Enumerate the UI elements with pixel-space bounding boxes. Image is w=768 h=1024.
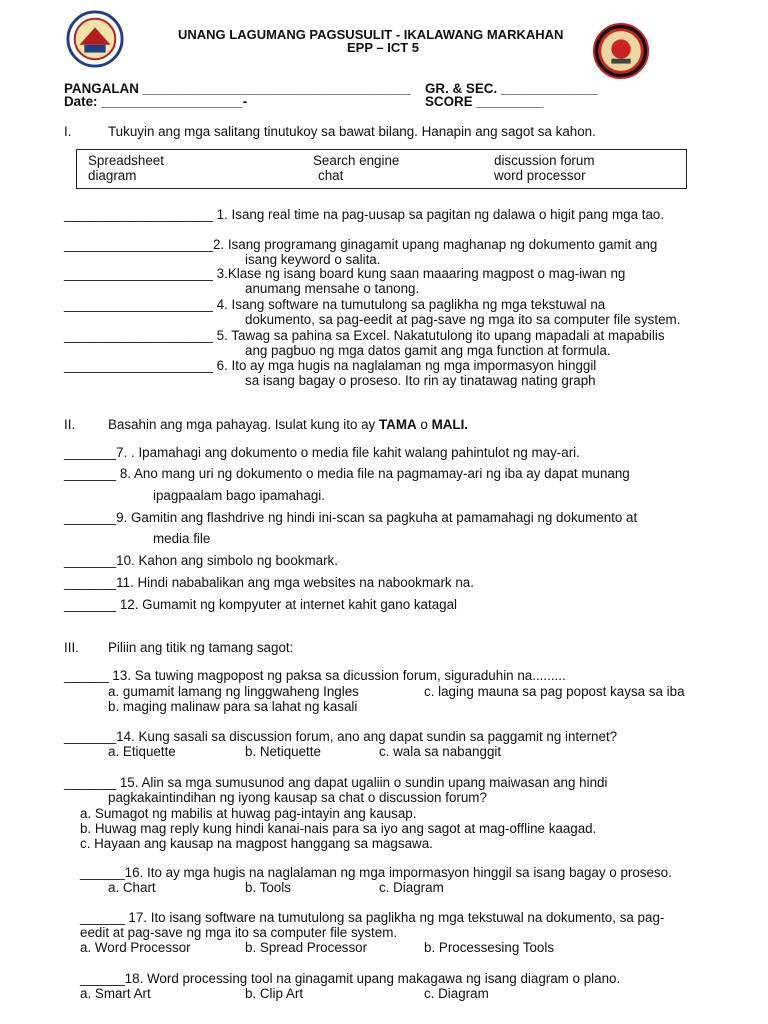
item-3-cont: anumang mensahe o tanong.	[245, 281, 420, 296]
choice-search-engine: Search engine	[313, 153, 400, 168]
item-7: _______7. . Ipamahagi ang dokumento o media file kahit walang pahintulot ng may-ari.	[64, 445, 580, 460]
school-logo-left	[66, 10, 124, 68]
item-5: ____________________ 5. Tawag sa pahina sa Excel. Nakatutulong ito upang mapadali at mapabilis	[64, 328, 665, 343]
item-16-b: b. Tools	[245, 880, 291, 895]
item-8-cont: ipagpaalam bago ipamahagi.	[153, 488, 325, 503]
exam-title: UNANG LAGUMANG PAGSUSULIT - IKALAWANG MARKAHAN	[178, 27, 564, 42]
item-6-cont: sa isang bagay o proseso. Ito rin ay tinatawag nating graph	[245, 373, 596, 388]
choice-spreadsheet: Spreadsheet	[88, 153, 164, 168]
item-13-a: a. gumamit lamang ng linggwaheng Ingles	[108, 684, 359, 699]
item-17-cont: eedit at pag-save ng mga ito sa computer file system.	[80, 925, 398, 940]
item-15-a: a. Sumagot ng mabilis at huwag pag-intayin ang kausap.	[80, 806, 417, 821]
score-field[interactable]: SCORE _________	[425, 94, 544, 109]
item-14: _______14. Kung sasali sa discussion forum, ano ang dapat sundin sa paggamit ng internet?	[64, 729, 618, 744]
item-16-a: a. Chart	[108, 880, 156, 895]
date-field[interactable]: Date: ___________________-	[64, 94, 248, 109]
item-16: ______16. Ito ay mga hugis na naglalaman ng mga impormasyon hinggil sa isang bagay o proseso.	[80, 865, 672, 880]
item-15-b: b. Huwag mag reply kung hindi kanai-nais para sa iyo ang sagot at mag-offline kaagad.	[80, 821, 597, 836]
item-15-cont: pagkakaintindihan ng iyong kausap sa chat o discussion forum?	[108, 790, 487, 805]
item-4: ____________________ 4. Isang software na tumutulong sa paglikha ng mga tekstuwal na	[64, 297, 606, 312]
item-1: ____________________ 1. Isang real time na pag-uusap sa pagitan ng dalawa o higit pang mga tao.	[64, 207, 665, 222]
part1-instruction: Tukuyin ang mga salitang tinutukoy sa bawat bilang. Hanapin ang sagot sa kahon.	[108, 124, 596, 139]
item-3: ____________________ 3.Klase ng isang board kung saan maaaring magpost o mag-iwan ng	[64, 266, 626, 281]
item-10: _______10. Kahon ang simbolo ng bookmark.	[64, 553, 338, 568]
item-2: ____________________2. Isang programang ginagamit upang maghanap ng dokumento gamit ang	[64, 237, 658, 252]
item-4-cont: dokumento, sa pag-eedit at pag-save ng mga ito sa computer file system.	[245, 312, 681, 327]
part2-instruction: Basahin ang mga pahayag. Isulat kung ito ay TAMA o MALI.	[108, 417, 469, 432]
grade-section-field[interactable]: GR. & SEC. _____________	[425, 81, 598, 96]
item-18-c: c. Diagram	[424, 986, 489, 1001]
item-6: ____________________ 6. Ito ay mga hugis na naglalaman ng mga impormasyon hinggil	[64, 358, 597, 373]
item-9-cont: media file	[153, 531, 211, 546]
item-14-b: b. Netiquette	[245, 744, 321, 759]
choice-word-processor: word processor	[494, 168, 586, 183]
choice-chat: chat	[318, 168, 344, 183]
item-11: _______11. Hindi nababalikan ang mga websites na nabookmark na.	[64, 575, 474, 590]
item-15-c: c. Hayaan ang kausap na magpost hanggang sa magsawa.	[80, 836, 433, 851]
item-17: ______ 17. Ito isang software na tumutulong sa paglikha ng mga tekstuwal na dokumento, sa pag-	[80, 910, 665, 925]
item-8: _______ 8. Ano mang uri ng dokumento o media file na pagmamay-ari ng iba ay dapat munang	[64, 466, 630, 481]
item-15: _______ 15. Alin sa mga sumusunod ang dapat ugaliin o sundin upang maiwasan ang hindi	[64, 775, 608, 790]
item-5-cont: ang pagbuo ng mga datos gamit ang mga function at formula.	[245, 343, 611, 358]
item-13-b: b. maging malinaw para sa lahat ng kasali	[108, 699, 358, 714]
item-16-c: c. Diagram	[379, 880, 444, 895]
part1-numeral: I.	[64, 124, 72, 139]
item-13: ______ 13. Sa tuwing magpopost ng paksa sa dicussion forum, siguraduhin na.........	[64, 668, 566, 683]
part2-numeral: II.	[64, 417, 76, 432]
item-17-c: b. Processesing Tools	[424, 940, 555, 955]
choice-diagram: diagram	[88, 168, 137, 183]
item-9: _______9. Gamitin ang flashdrive ng hindi ini-scan sa pagkuha at pamamahagi ng dokumento at	[64, 510, 638, 525]
item-17-b: b. Spread Processor	[245, 940, 368, 955]
item-14-a: a. Etiquette	[108, 744, 176, 759]
school-logo-right	[592, 22, 650, 80]
item-18-a: a. Smart Art	[80, 986, 151, 1001]
part3-instruction: Piliin ang titik ng tamang sagot:	[108, 640, 294, 655]
item-18-b: b. Clip Art	[245, 986, 304, 1001]
item-18: ______18. Word processing tool na ginagamit upang makagawa ng isang diagram o plano.	[80, 971, 621, 986]
item-17-a: a. Word Processor	[80, 940, 191, 955]
name-field[interactable]: PANGALAN ____________________________________	[64, 81, 411, 96]
item-12: _______ 12. Gumamit ng kompyuter at internet kahit gano katagal	[64, 597, 458, 612]
choice-discussion-forum: discussion forum	[494, 153, 595, 168]
item-2-cont: isang keyword o salita.	[245, 252, 381, 267]
part3-numeral: III.	[64, 640, 79, 655]
exam-subtitle: EPP – ICT 5	[347, 40, 420, 55]
item-14-c: c. wala sa nabanggit	[379, 744, 502, 759]
item-13-c: c. laging mauna sa pag popost kaysa sa iba	[424, 684, 685, 699]
